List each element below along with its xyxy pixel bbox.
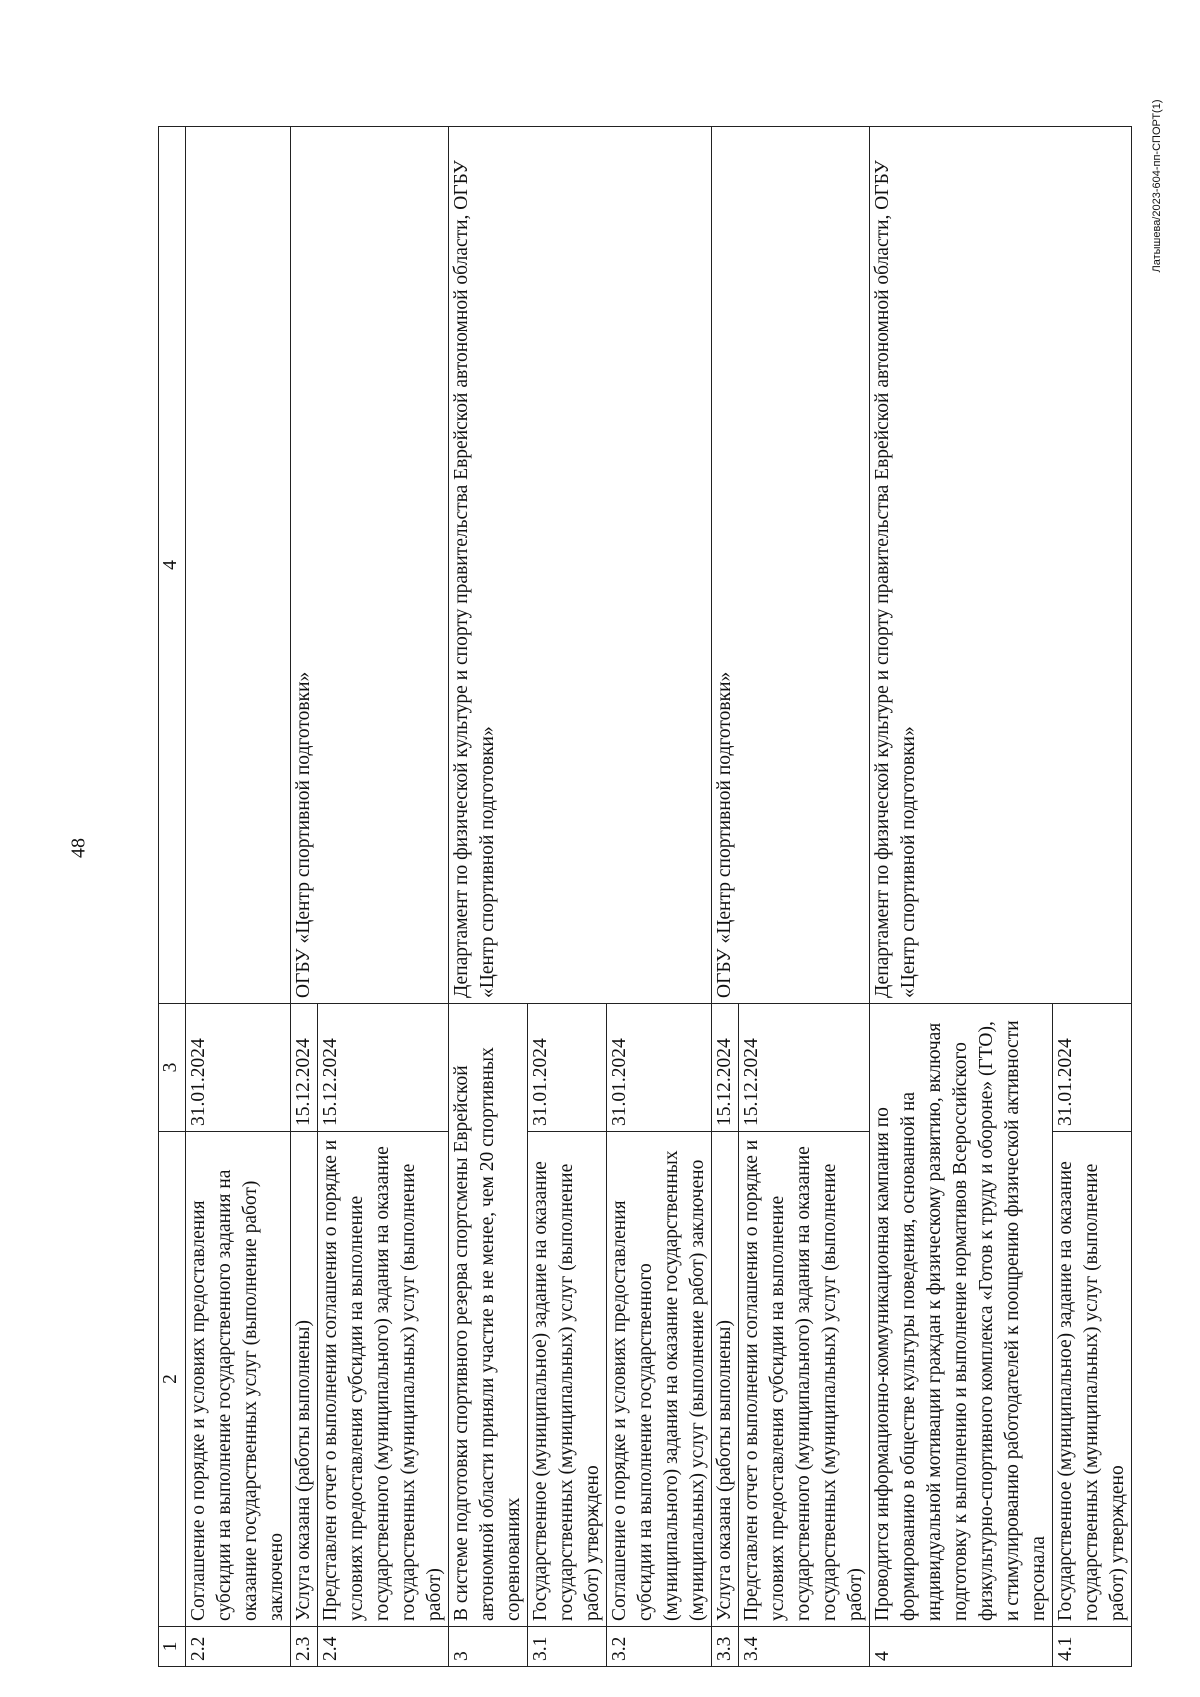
- row-description: В системе подготовки спортивного резерва спортсмены Еврейской автономной области приняли участие в не менее, чем 20 спортивных соревнованиях: [449, 1004, 528, 1627]
- header-col-3: 3: [159, 1004, 186, 1132]
- row-description: Представлен отчет о выполнении соглашения о порядке и условиях предоставления субсидии на выполнение государственного (муниципального) задания на оказание государственных (муниципальных) услуг (выполнение работ): [318, 1132, 449, 1627]
- table-row: [291, 127, 318, 1667]
- plan-table: [158, 126, 1132, 1667]
- row-description: Представлен отчет о выполнении соглашения о порядке и условиях предоставления субсидии на выполнение государственного (муниципального) задания на оказание государственных (муниципальных) услуг (выполнение работ): [739, 1132, 870, 1627]
- row-description: Проводится информационно-коммуникационная кампания по формированию в обществе культуры поведения, основанной на индивидуальной мотивации граждан к физическому развитию, включая подготовку к выполнению и выполнение нормативов Всероссийского физкультурно-спортивного комплекса «Готов к труду и обороне» (ГТО), и стимулированию работодателей к поощрению физической активности персонала: [870, 1004, 1053, 1627]
- row-responsible: Департамент по физической культуре и спорту правительства Еврейской автономной области, ОГБУ «Центр спортивной подготовки»: [449, 127, 712, 1004]
- row-description: Соглашение о порядке и условиях предоставления субсидии на выполнение государственного (муниципального) задания на оказание государственных (муниципальных) услуг (выполнение работ) заключено: [607, 1132, 712, 1627]
- table-header-row: [159, 127, 186, 1667]
- header-col-2: 2: [159, 1132, 186, 1627]
- row-number: 4: [870, 1627, 1053, 1667]
- document-code-footer: Латышева/2023-604-пп-СПОРТ(1): [1151, 99, 1163, 273]
- row-date: 15.12.2024: [318, 1004, 449, 1132]
- row-date: 31.01.2024: [607, 1004, 712, 1132]
- row-date: 15.12.2024: [739, 1004, 870, 1132]
- row-description: Услуга оказана (работы выполнены): [291, 1132, 318, 1627]
- row-date: 15.12.2024: [712, 1004, 739, 1132]
- row-date: 31.01.2024: [528, 1004, 607, 1132]
- row-number: 3: [449, 1627, 528, 1667]
- page-number: 48: [67, 838, 90, 858]
- row-number: 4.1: [1053, 1627, 1132, 1667]
- rotated-table-sheet: [158, 127, 1128, 1667]
- row-responsible: ОГБУ «Центр спортивной подготовки»: [712, 127, 870, 1004]
- row-number: 2.3: [291, 1627, 318, 1667]
- table-row: [712, 127, 739, 1667]
- row-date: 31.01.2024: [1053, 1004, 1132, 1132]
- row-date: 15.12.2024: [291, 1004, 318, 1132]
- row-number: 2.4: [318, 1627, 449, 1667]
- row-responsible: Департамент по физической культуре и спорту правительства Еврейской автономной области, ОГБУ «Центр спортивной подготовки»: [870, 127, 1132, 1004]
- header-col-1: 1: [159, 1627, 186, 1667]
- row-description: Услуга оказана (работы выполнены): [712, 1132, 739, 1627]
- row-number: 3.2: [607, 1627, 712, 1667]
- row-responsible: [186, 127, 291, 1004]
- row-number: 3.1: [528, 1627, 607, 1667]
- row-date: 31.01.2024: [186, 1004, 291, 1132]
- row-description: Государственное (муниципальное) задание на оказание государственных (муниципальных) услуг (выполнение работ) утверждено: [1053, 1132, 1132, 1627]
- row-responsible: ОГБУ «Центр спортивной подготовки»: [291, 127, 449, 1004]
- table-row: [449, 127, 528, 1667]
- table-row: [186, 127, 291, 1667]
- row-description: Государственное (муниципальное) задание на оказание государственных (муниципальных) услуг (выполнение работ) утверждено: [528, 1132, 607, 1627]
- row-number: 3.3: [712, 1627, 739, 1667]
- row-description: Соглашение о порядке и условиях предоставления субсидии на выполнение государственного задания на оказание государственных услуг (выполнение работ) заключено: [186, 1132, 291, 1627]
- header-col-4: 4: [159, 127, 186, 1004]
- table-row: [870, 127, 1053, 1667]
- row-number: 2.2: [186, 1627, 291, 1667]
- row-number: 3.4: [739, 1627, 870, 1667]
